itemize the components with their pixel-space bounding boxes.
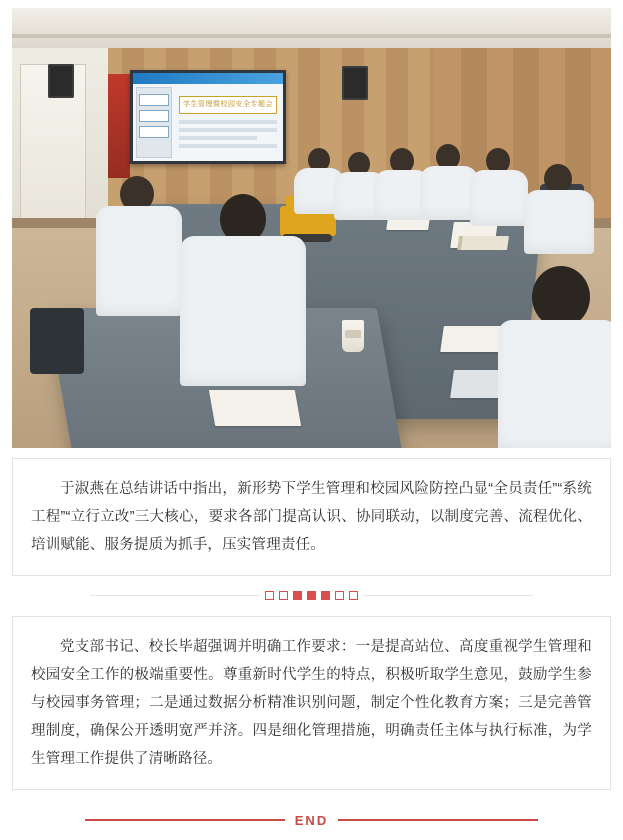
divider-square — [335, 591, 344, 600]
divider-square — [265, 591, 274, 600]
photo-canvas — [12, 8, 611, 448]
divider-square — [349, 591, 358, 600]
projection-screen — [130, 70, 286, 164]
speaker-right — [342, 66, 368, 100]
screen-toolbar — [133, 73, 283, 84]
end-label: END — [294, 812, 329, 828]
screen-sidebar-item — [139, 110, 169, 122]
divider-line-right — [363, 595, 533, 596]
summary-paragraph-card — [12, 458, 611, 576]
ceiling-light-strip — [12, 34, 611, 38]
screen-text-line — [179, 144, 277, 148]
divider-square — [293, 591, 302, 600]
screen-sidebar-item — [139, 126, 169, 138]
national-flag — [108, 74, 130, 178]
divider-square — [321, 591, 330, 600]
screen-text-line — [179, 128, 277, 132]
paragraph-text: 党支部书记、校长毕超强调并明确工作要求：一是提高站位、高度重视学生管理和校园安全工作的极端重要性。尊重新时代学生的特点，积极听取学生意见，鼓励学生参与校园事务管理；二是通过数据分析精准识别问题，制定个性化教育方案；三是完善管理制度，确保公开透明宽严并济。四是细化管理措施，明确责任主体与执行标准，为学生管理工作提供了清晰路径。 — [31, 639, 592, 767]
end-line-right — [338, 819, 538, 821]
divider-line-left — [90, 595, 260, 596]
screen-text-line — [179, 120, 277, 124]
divider-square — [307, 591, 316, 600]
screen-slide-title: 学生管理暨校园安全专题会 — [179, 96, 277, 114]
divider-square — [279, 591, 288, 600]
speaker-left — [48, 64, 74, 98]
screen-sidebar-item — [139, 94, 169, 106]
office-chair — [30, 308, 84, 374]
paper-document — [209, 390, 301, 426]
screen-text-line — [179, 136, 257, 140]
paragraph-text: 于淑燕在总结讲话中指出，新形势下学生管理和校园风险防控凸显“全员责任”“系统工程”“立行立改”三大核心，要求各部门提高认识、协同联动，以制度完善、流程优化、培训赋能、服务提质为抓手，压实管理责任。 — [31, 481, 592, 553]
end-line-left — [85, 819, 285, 821]
requirements-paragraph-card — [12, 616, 611, 790]
notebook — [457, 236, 509, 250]
end-marker — [12, 800, 611, 840]
screen-body — [133, 84, 283, 161]
decorative-divider — [12, 584, 611, 606]
conference-photo — [12, 8, 611, 448]
ceiling — [12, 8, 611, 48]
paper-cup — [342, 320, 364, 352]
